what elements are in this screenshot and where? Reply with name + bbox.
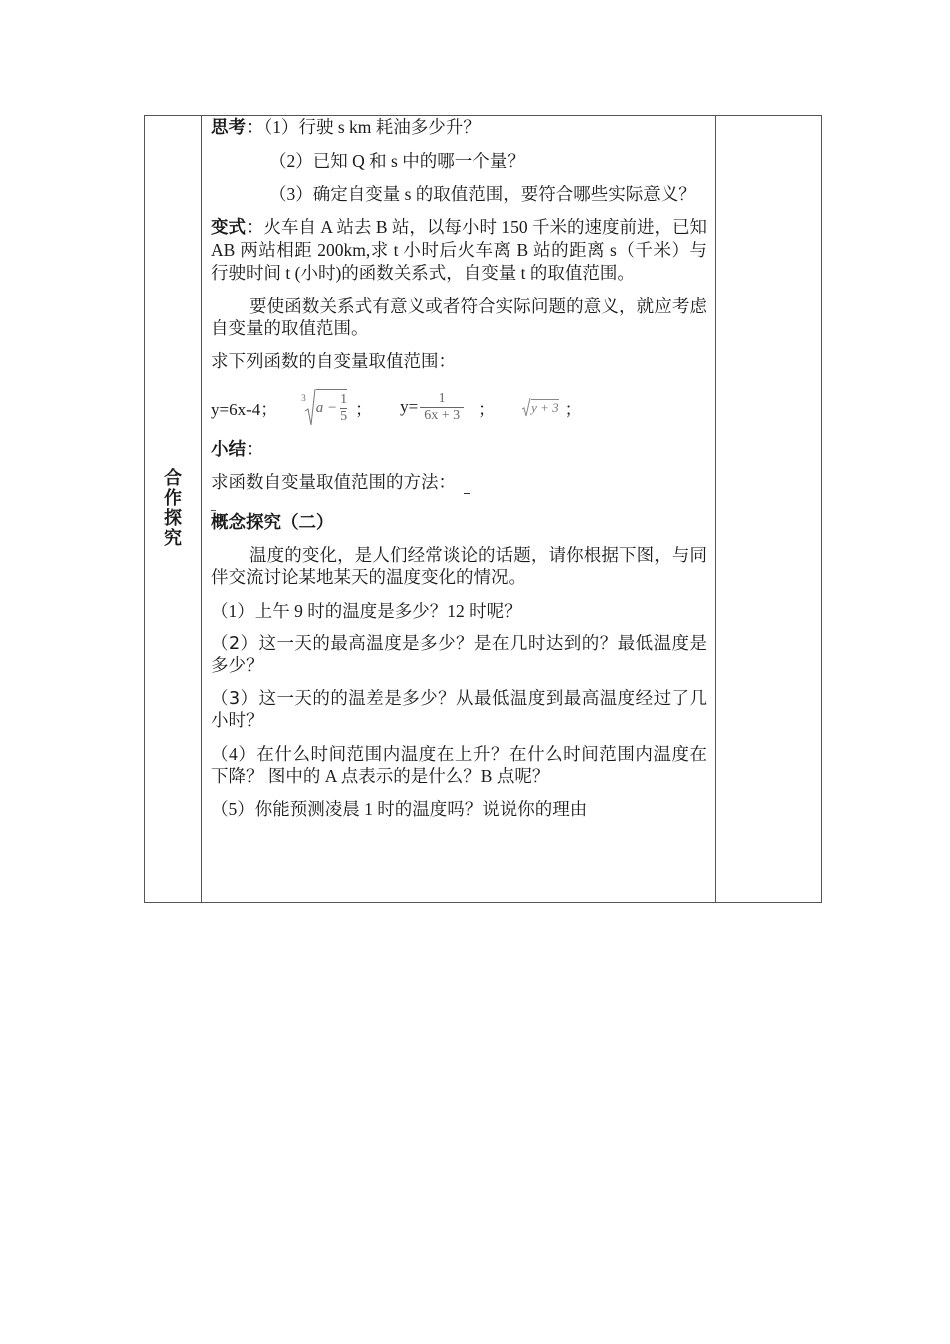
summary-label: 小结: [211, 440, 246, 460]
radical-icon: [304, 387, 316, 427]
find-prompt: 求下列函数的自变量取值范围：: [211, 352, 456, 372]
think-label: 思考: [211, 118, 246, 138]
formula-row: y=6x-4； 3 a − $\frac{1}{5}$ ； y= $\frac{1}{6x + 3}$ ； y + 3 ；: [211, 383, 707, 431]
concept-q5: （5）你能预测凌晨 1 时的温度吗？说说你的理由: [211, 799, 588, 819]
concept-q4: （4）在什么时间范围内温度在上升？在什么时间范围内温度在下降？ 图中的 A 点表示的是什么？B 点呢？: [211, 744, 707, 786]
meaning-paragraph: 要使函数关系式有意义或者符合实际问题的意义，就应考虑自变量的取值范围。: [211, 297, 707, 339]
formula-2: 3 a − $\frac{1}{5}$: [301, 387, 347, 427]
section-label-cell: [145, 116, 202, 903]
variant-paragraph: 变式：火车自 A 站去 B 站，以每小时 150 千米的速度前进，已知 AB 两站相距 200km,求 t 小时后火车离 B 站的距离 s（千米）与行驶时间 t (小时)的函数关系式，自变量 t 的取值范围。: [211, 217, 708, 283]
radical-icon: [521, 397, 531, 417]
content-cell: [202, 116, 716, 903]
section-label: 合作探究: [164, 468, 182, 549]
think-q1: 思考：（1）行驶 s km 耗油多少升？: [211, 117, 481, 138]
answer-blank-2[interactable]: [211, 510, 216, 511]
concept-q3: （3）这一天的的温差是多少？从最低温度到最高温度经过了几小时？: [211, 689, 707, 731]
notes-cell: [716, 116, 822, 903]
formula-1: y=6x-4；: [211, 399, 278, 419]
summary-line: 小结：: [211, 440, 264, 460]
formula-4: y + 3: [521, 397, 559, 417]
concept-q1: （1）上午 9 时的温度是多少？12 时呢？: [211, 601, 522, 621]
concept-intro: 温度的变化，是人们经常谈论的话题，请你根据下图，与同伴交流讨论某地某天的温度变化的情况。: [211, 546, 707, 588]
concept-title: 概念探究（二）: [211, 513, 334, 533]
concept-q2: （2）这一天的最高温度是多少？是在几时达到的？最低温度是多少？: [211, 634, 707, 676]
think-q3: （3）确定自变量 s 的取值范围，要符合哪些实际意义？: [269, 184, 696, 204]
formula-3: y= $\frac{1}{6x + 3}$: [400, 391, 464, 424]
variant-label: 变式: [211, 218, 247, 238]
answer-blank[interactable]: [464, 479, 470, 494]
lesson-table: [144, 115, 822, 903]
think-q2: （2）已知 Q 和 s 中的哪一个量？: [269, 151, 525, 171]
summary-method: 求函数自变量取值范围的方法：: [211, 472, 707, 494]
